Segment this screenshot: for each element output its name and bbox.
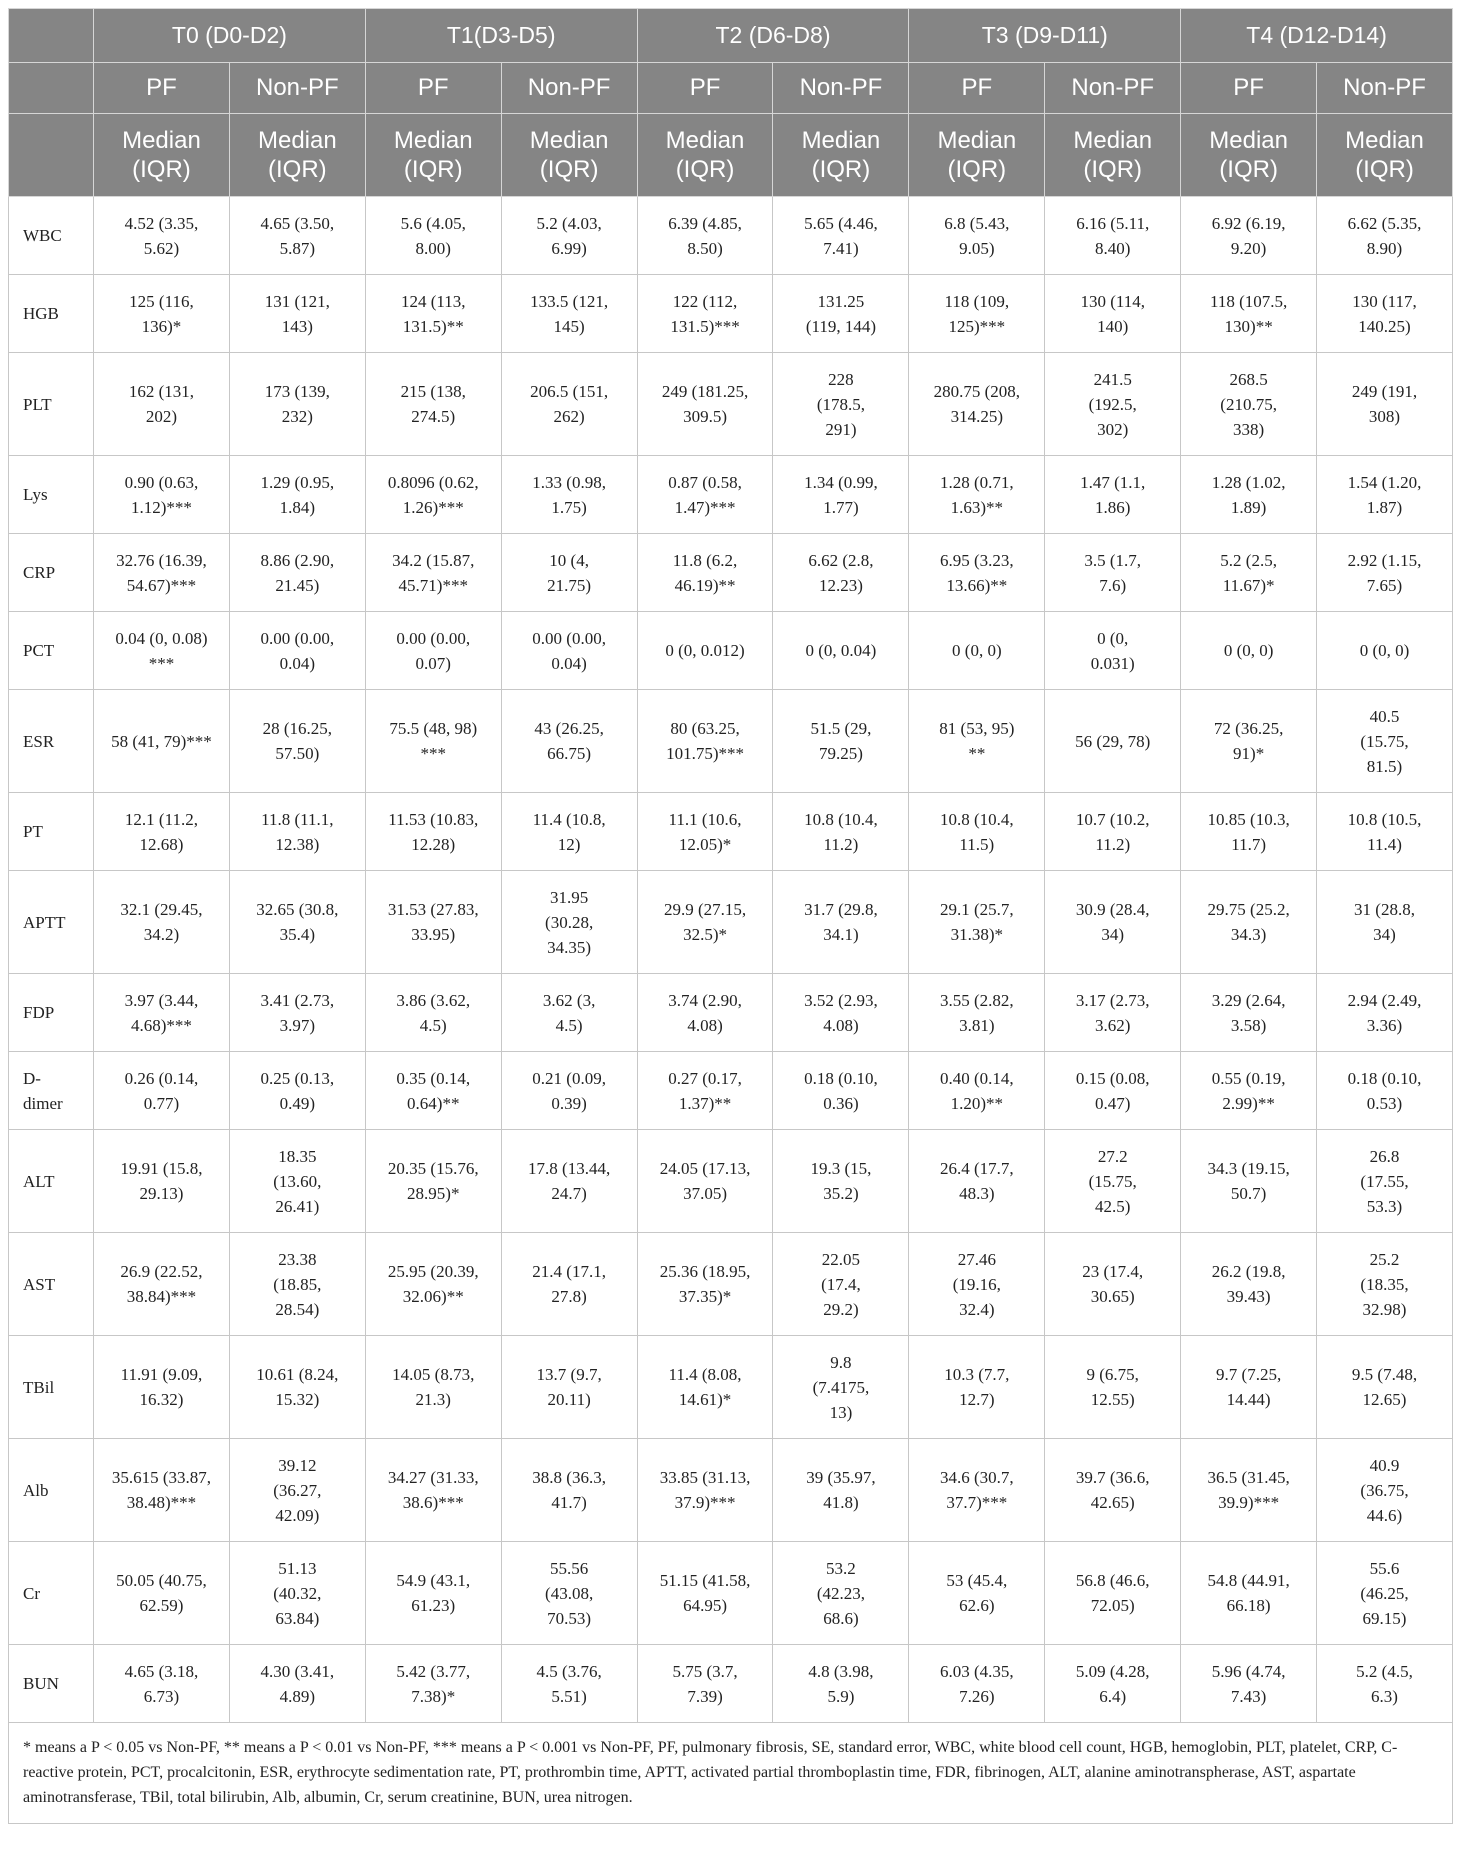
group-header-pf: PF — [637, 63, 773, 114]
table-cell: 31.53 (27.83, 33.95) — [365, 871, 501, 974]
table-cell: 12.1 (11.2, 12.68) — [94, 793, 230, 871]
table-cell: 249 (181.25, 309.5) — [637, 353, 773, 456]
table-cell: 54.9 (43.1, 61.23) — [365, 1542, 501, 1645]
table-cell: 11.1 (10.6, 12.05)* — [637, 793, 773, 871]
table-cell: 5.2 (4.03, 6.99) — [501, 197, 637, 275]
table-cell: 53.2 (42.23, 68.6) — [773, 1542, 909, 1645]
table-row — [9, 1542, 1453, 1645]
table-cell: 11.8 (6.2, 46.19)** — [637, 534, 773, 612]
table-cell: 3.62 (3, 4.5) — [501, 974, 637, 1052]
table-cell: 0.18 (0.10, 0.53) — [1317, 1052, 1453, 1130]
table-cell: 54.8 (44.91, 66.18) — [1181, 1542, 1317, 1645]
row-label: PCT — [9, 612, 94, 690]
header-corner — [9, 114, 94, 197]
table-cell: 3.5 (1.7, 7.6) — [1045, 534, 1181, 612]
group-header-non-pf: Non-PF — [1317, 63, 1453, 114]
table-cell: 3.55 (2.82, 3.81) — [909, 974, 1045, 1052]
table-cell: 10.61 (8.24, 15.32) — [229, 1336, 365, 1439]
stat-header-median-iqr: Median (IQR) — [1181, 114, 1317, 197]
table-cell: 13.7 (9.7, 20.11) — [501, 1336, 637, 1439]
table-cell: 55.6 (46.25, 69.15) — [1317, 1542, 1453, 1645]
table-cell: 5.2 (2.5, 11.67)* — [1181, 534, 1317, 612]
table-cell: 80 (63.25, 101.75)*** — [637, 690, 773, 793]
table-cell: 130 (114, 140) — [1045, 275, 1181, 353]
table-cell: 11.91 (9.09, 16.32) — [94, 1336, 230, 1439]
table-cell: 0.25 (0.13, 0.49) — [229, 1052, 365, 1130]
table-cell: 38.8 (36.3, 41.7) — [501, 1439, 637, 1542]
table-cell: 23.38 (18.85, 28.54) — [229, 1233, 365, 1336]
stat-header-median-iqr: Median (IQR) — [637, 114, 773, 197]
stat-header-median-iqr: Median (IQR) — [1045, 114, 1181, 197]
stat-header-median-iqr: Median (IQR) — [773, 114, 909, 197]
table-cell: 11.8 (11.1, 12.38) — [229, 793, 365, 871]
table-cell: 0.00 (0.00, 0.04) — [501, 612, 637, 690]
stat-header-median-iqr: Median (IQR) — [909, 114, 1045, 197]
row-label: Lys — [9, 456, 94, 534]
row-label: Cr — [9, 1542, 94, 1645]
table-cell: 0.35 (0.14, 0.64)** — [365, 1052, 501, 1130]
row-label: D- dimer — [9, 1052, 94, 1130]
table-row — [9, 1439, 1453, 1542]
table-cell: 32.65 (30.8, 35.4) — [229, 871, 365, 974]
table-cell: 0 (0, 0) — [1181, 612, 1317, 690]
group-header-non-pf: Non-PF — [229, 63, 365, 114]
row-label: ESR — [9, 690, 94, 793]
table-cell: 32.76 (16.39, 54.67)*** — [94, 534, 230, 612]
table-cell: 3.86 (3.62, 4.5) — [365, 974, 501, 1052]
table-cell: 0.40 (0.14, 1.20)** — [909, 1052, 1045, 1130]
group-header-non-pf: Non-PF — [1045, 63, 1181, 114]
table-cell: 280.75 (208, 314.25) — [909, 353, 1045, 456]
table-cell: 215 (138, 274.5) — [365, 353, 501, 456]
table-cell: 8.86 (2.90, 21.45) — [229, 534, 365, 612]
table-cell: 0.26 (0.14, 0.77) — [94, 1052, 230, 1130]
table-row — [9, 456, 1453, 534]
table-cell: 29.9 (27.15, 32.5)* — [637, 871, 773, 974]
table-cell: 133.5 (121, 145) — [501, 275, 637, 353]
table-cell: 4.30 (3.41, 4.89) — [229, 1645, 365, 1723]
table-cell: 206.5 (151, 262) — [501, 353, 637, 456]
table-cell: 20.35 (15.76, 28.95)* — [365, 1130, 501, 1233]
row-label: PT — [9, 793, 94, 871]
table-cell: 14.05 (8.73, 21.3) — [365, 1336, 501, 1439]
table-cell: 19.91 (15.8, 29.13) — [94, 1130, 230, 1233]
row-label: HGB — [9, 275, 94, 353]
stat-header-row — [9, 114, 1453, 197]
table-row — [9, 1336, 1453, 1439]
table-cell: 34.6 (30.7, 37.7)*** — [909, 1439, 1045, 1542]
table-cell: 17.8 (13.44, 24.7) — [501, 1130, 637, 1233]
table-row — [9, 1645, 1453, 1723]
table-cell: 5.75 (3.7, 7.39) — [637, 1645, 773, 1723]
table-row — [9, 690, 1453, 793]
table-cell: 1.54 (1.20, 1.87) — [1317, 456, 1453, 534]
row-label: Alb — [9, 1439, 94, 1542]
table-cell: 1.33 (0.98, 1.75) — [501, 456, 637, 534]
table-cell: 5.2 (4.5, 6.3) — [1317, 1645, 1453, 1723]
table-cell: 0.00 (0.00, 0.04) — [229, 612, 365, 690]
table-cell: 35.615 (33.87, 38.48)*** — [94, 1439, 230, 1542]
table-cell: 241.5 (192.5, 302) — [1045, 353, 1181, 456]
table-cell: 118 (109, 125)*** — [909, 275, 1045, 353]
table-cell: 32.1 (29.45, 34.2) — [94, 871, 230, 974]
group-header-non-pf: Non-PF — [773, 63, 909, 114]
table-cell: 11.53 (10.83, 12.28) — [365, 793, 501, 871]
table-cell: 0.87 (0.58, 1.47)*** — [637, 456, 773, 534]
table-cell: 3.41 (2.73, 3.97) — [229, 974, 365, 1052]
group-header-non-pf: Non-PF — [501, 63, 637, 114]
table-cell: 29.1 (25.7, 31.38)* — [909, 871, 1045, 974]
table-cell: 5.09 (4.28, 6.4) — [1045, 1645, 1181, 1723]
table-footer — [9, 1723, 1453, 1824]
table-cell: 27.46 (19.16, 32.4) — [909, 1233, 1045, 1336]
table-cell: 34.2 (15.87, 45.71)*** — [365, 534, 501, 612]
table-cell: 43 (26.25, 66.75) — [501, 690, 637, 793]
table-cell: 56 (29, 78) — [1045, 690, 1181, 793]
table-cell: 162 (131, 202) — [94, 353, 230, 456]
table-cell: 173 (139, 232) — [229, 353, 365, 456]
table-cell: 51.5 (29, 79.25) — [773, 690, 909, 793]
table-cell: 5.42 (3.77, 7.38)* — [365, 1645, 501, 1723]
table-cell: 118 (107.5, 130)** — [1181, 275, 1317, 353]
period-header-t1: T1(D3-D5) — [365, 9, 637, 63]
table-cell: 131 (121, 143) — [229, 275, 365, 353]
row-label: BUN — [9, 1645, 94, 1723]
table-cell: 23 (17.4, 30.65) — [1045, 1233, 1181, 1336]
table-cell: 1.28 (0.71, 1.63)** — [909, 456, 1045, 534]
table-cell: 25.2 (18.35, 32.98) — [1317, 1233, 1453, 1336]
table-row — [9, 974, 1453, 1052]
table-cell: 72 (36.25, 91)* — [1181, 690, 1317, 793]
table-cell: 51.15 (41.58, 64.95) — [637, 1542, 773, 1645]
table-cell: 50.05 (40.75, 62.59) — [94, 1542, 230, 1645]
period-header-t4: T4 (D12-D14) — [1181, 9, 1453, 63]
row-label: PLT — [9, 353, 94, 456]
table-cell: 30.9 (28.4, 34) — [1045, 871, 1181, 974]
stat-header-median-iqr: Median (IQR) — [229, 114, 365, 197]
table-cell: 0.90 (0.63, 1.12)*** — [94, 456, 230, 534]
table-cell: 56.8 (46.6, 72.05) — [1045, 1542, 1181, 1645]
table-cell: 3.74 (2.90, 4.08) — [637, 974, 773, 1052]
table-cell: 0 (0, 0.04) — [773, 612, 909, 690]
table-container — [8, 8, 1452, 1824]
table-row — [9, 793, 1453, 871]
table-cell: 0 (0, 0) — [909, 612, 1045, 690]
table-cell: 26.2 (19.8, 39.43) — [1181, 1233, 1317, 1336]
table-cell: 9.8 (7.4175, 13) — [773, 1336, 909, 1439]
table-cell: 40.9 (36.75, 44.6) — [1317, 1439, 1453, 1542]
table-cell: 5.96 (4.74, 7.43) — [1181, 1645, 1317, 1723]
table-cell: 0.27 (0.17, 1.37)** — [637, 1052, 773, 1130]
group-header-pf: PF — [365, 63, 501, 114]
table-row — [9, 871, 1453, 974]
table-cell: 26.8 (17.55, 53.3) — [1317, 1130, 1453, 1233]
table-cell: 10.8 (10.5, 11.4) — [1317, 793, 1453, 871]
table-cell: 75.5 (48, 98) *** — [365, 690, 501, 793]
table-cell: 6.62 (5.35, 8.90) — [1317, 197, 1453, 275]
header-corner — [9, 9, 94, 63]
period-header-row — [9, 9, 1453, 63]
table-cell: 18.35 (13.60, 26.41) — [229, 1130, 365, 1233]
group-header-pf: PF — [909, 63, 1045, 114]
table-cell: 10.3 (7.7, 12.7) — [909, 1336, 1045, 1439]
table-row — [9, 1052, 1453, 1130]
table-cell: 0.18 (0.10, 0.36) — [773, 1052, 909, 1130]
table-cell: 55.56 (43.08, 70.53) — [501, 1542, 637, 1645]
table-row — [9, 612, 1453, 690]
table-cell: 4.5 (3.76, 5.51) — [501, 1645, 637, 1723]
table-cell: 10.85 (10.3, 11.7) — [1181, 793, 1317, 871]
row-label: ALT — [9, 1130, 94, 1233]
table-row — [9, 1130, 1453, 1233]
table-cell: 58 (41, 79)*** — [94, 690, 230, 793]
table-cell: 10.8 (10.4, 11.5) — [909, 793, 1045, 871]
stat-header-median-iqr: Median (IQR) — [94, 114, 230, 197]
lab-results-table — [8, 8, 1453, 1824]
period-header-t0: T0 (D0-D2) — [94, 9, 366, 63]
header-corner — [9, 63, 94, 114]
row-label: FDP — [9, 974, 94, 1052]
table-cell: 27.2 (15.75, 42.5) — [1045, 1130, 1181, 1233]
table-cell: 9 (6.75, 12.55) — [1045, 1336, 1181, 1439]
table-cell: 2.94 (2.49, 3.36) — [1317, 974, 1453, 1052]
table-cell: 36.5 (31.45, 39.9)*** — [1181, 1439, 1317, 1542]
table-cell: 11.4 (10.8, 12) — [501, 793, 637, 871]
table-cell: 3.52 (2.93, 4.08) — [773, 974, 909, 1052]
table-cell: 9.7 (7.25, 14.44) — [1181, 1336, 1317, 1439]
table-cell: 0 (0, 0) — [1317, 612, 1453, 690]
table-cell: 31.7 (29.8, 34.1) — [773, 871, 909, 974]
row-label: AST — [9, 1233, 94, 1336]
table-cell: 34.3 (19.15, 50.7) — [1181, 1130, 1317, 1233]
table-cell: 10 (4, 21.75) — [501, 534, 637, 612]
row-label: TBil — [9, 1336, 94, 1439]
table-cell: 25.95 (20.39, 32.06)** — [365, 1233, 501, 1336]
group-header-row — [9, 63, 1453, 114]
table-cell: 0.8096 (0.62, 1.26)*** — [365, 456, 501, 534]
table-cell: 26.4 (17.7, 48.3) — [909, 1130, 1045, 1233]
table-cell: 3.17 (2.73, 3.62) — [1045, 974, 1181, 1052]
table-cell: 29.75 (25.2, 34.3) — [1181, 871, 1317, 974]
table-row — [9, 1233, 1453, 1336]
table-cell: 0.55 (0.19, 2.99)** — [1181, 1052, 1317, 1130]
table-cell: 11.4 (8.08, 14.61)* — [637, 1336, 773, 1439]
table-cell: 81 (53, 95) ** — [909, 690, 1045, 793]
table-cell: 1.28 (1.02, 1.89) — [1181, 456, 1317, 534]
table-body — [9, 197, 1453, 1723]
table-cell: 131.25 (119, 144) — [773, 275, 909, 353]
table-cell: 3.97 (3.44, 4.68)*** — [94, 974, 230, 1052]
period-header-t2: T2 (D6-D8) — [637, 9, 909, 63]
table-cell: 0.15 (0.08, 0.47) — [1045, 1052, 1181, 1130]
table-cell: 25.36 (18.95, 37.35)* — [637, 1233, 773, 1336]
stat-header-median-iqr: Median (IQR) — [501, 114, 637, 197]
table-cell: 125 (116, 136)* — [94, 275, 230, 353]
table-cell: 6.8 (5.43, 9.05) — [909, 197, 1045, 275]
table-cell: 19.3 (15, 35.2) — [773, 1130, 909, 1233]
table-cell: 130 (117, 140.25) — [1317, 275, 1453, 353]
table-cell: 6.92 (6.19, 9.20) — [1181, 197, 1317, 275]
table-cell: 4.65 (3.18, 6.73) — [94, 1645, 230, 1723]
table-cell: 26.9 (22.52, 38.84)*** — [94, 1233, 230, 1336]
table-cell: 249 (191, 308) — [1317, 353, 1453, 456]
group-header-pf: PF — [1181, 63, 1317, 114]
table-cell: 6.62 (2.8, 12.23) — [773, 534, 909, 612]
table-cell: 124 (113, 131.5)** — [365, 275, 501, 353]
table-cell: 4.65 (3.50, 5.87) — [229, 197, 365, 275]
table-cell: 21.4 (17.1, 27.8) — [501, 1233, 637, 1336]
table-cell: 4.52 (3.35, 5.62) — [94, 197, 230, 275]
table-cell: 28 (16.25, 57.50) — [229, 690, 365, 793]
table-row — [9, 197, 1453, 275]
table-cell: 0.00 (0.00, 0.07) — [365, 612, 501, 690]
row-label: CRP — [9, 534, 94, 612]
table-cell: 33.85 (31.13, 37.9)*** — [637, 1439, 773, 1542]
table-cell: 9.5 (7.48, 12.65) — [1317, 1336, 1453, 1439]
table-cell: 122 (112, 131.5)*** — [637, 275, 773, 353]
table-cell: 51.13 (40.32, 63.84) — [229, 1542, 365, 1645]
table-cell: 268.5 (210.75, 338) — [1181, 353, 1317, 456]
table-cell: 1.47 (1.1, 1.86) — [1045, 456, 1181, 534]
table-cell: 5.65 (4.46, 7.41) — [773, 197, 909, 275]
table-cell: 2.92 (1.15, 7.65) — [1317, 534, 1453, 612]
table-header — [9, 9, 1453, 197]
table-cell: 39 (35.97, 41.8) — [773, 1439, 909, 1542]
period-header-t3: T3 (D9-D11) — [909, 9, 1181, 63]
stat-header-median-iqr: Median (IQR) — [1317, 114, 1453, 197]
group-header-pf: PF — [94, 63, 230, 114]
stat-header-median-iqr: Median (IQR) — [365, 114, 501, 197]
table-row — [9, 534, 1453, 612]
footnote: * means a P < 0.05 vs Non-PF, ** means a P < 0.01 vs Non-PF, *** means a P < 0.001 vs Non-PF, PF, pulmonary fibrosis, SE, standard error, WBC, white blood cell count, HGB, hemoglobin, PLT, platelet, CRP, C-reactive protein, PCT, procalcitonin, ESR, erythrocyte sedimentation rate, PT, prothrombin time, APTT, activated partial thromboplastin time, FDR, fibrinogen, ALT, alanine aminotranspherase, AST, aspartate aminotransferase, TBil, total bilirubin, Alb, albumin, Cr, serum creatinine, BUN, urea nitrogen. — [9, 1723, 1453, 1824]
table-cell: 5.6 (4.05, 8.00) — [365, 197, 501, 275]
row-label: APTT — [9, 871, 94, 974]
table-cell: 24.05 (17.13, 37.05) — [637, 1130, 773, 1233]
table-cell: 6.95 (3.23, 13.66)** — [909, 534, 1045, 612]
table-cell: 4.8 (3.98, 5.9) — [773, 1645, 909, 1723]
table-cell: 53 (45.4, 62.6) — [909, 1542, 1045, 1645]
table-cell: 1.34 (0.99, 1.77) — [773, 456, 909, 534]
table-cell: 0 (0, 0.031) — [1045, 612, 1181, 690]
table-cell: 3.29 (2.64, 3.58) — [1181, 974, 1317, 1052]
table-cell: 228 (178.5, 291) — [773, 353, 909, 456]
table-cell: 1.29 (0.95, 1.84) — [229, 456, 365, 534]
table-cell: 6.39 (4.85, 8.50) — [637, 197, 773, 275]
row-label: WBC — [9, 197, 94, 275]
table-cell: 0 (0, 0.012) — [637, 612, 773, 690]
table-cell: 39.12 (36.27, 42.09) — [229, 1439, 365, 1542]
table-cell: 10.7 (10.2, 11.2) — [1045, 793, 1181, 871]
table-cell: 10.8 (10.4, 11.2) — [773, 793, 909, 871]
table-row — [9, 353, 1453, 456]
table-cell: 6.16 (5.11, 8.40) — [1045, 197, 1181, 275]
table-cell: 6.03 (4.35, 7.26) — [909, 1645, 1045, 1723]
table-row — [9, 275, 1453, 353]
table-cell: 39.7 (36.6, 42.65) — [1045, 1439, 1181, 1542]
table-cell: 0.04 (0, 0.08) *** — [94, 612, 230, 690]
table-cell: 0.21 (0.09, 0.39) — [501, 1052, 637, 1130]
table-cell: 31.95 (30.28, 34.35) — [501, 871, 637, 974]
table-cell: 31 (28.8, 34) — [1317, 871, 1453, 974]
table-cell: 22.05 (17.4, 29.2) — [773, 1233, 909, 1336]
table-cell: 40.5 (15.75, 81.5) — [1317, 690, 1453, 793]
table-cell: 34.27 (31.33, 38.6)*** — [365, 1439, 501, 1542]
